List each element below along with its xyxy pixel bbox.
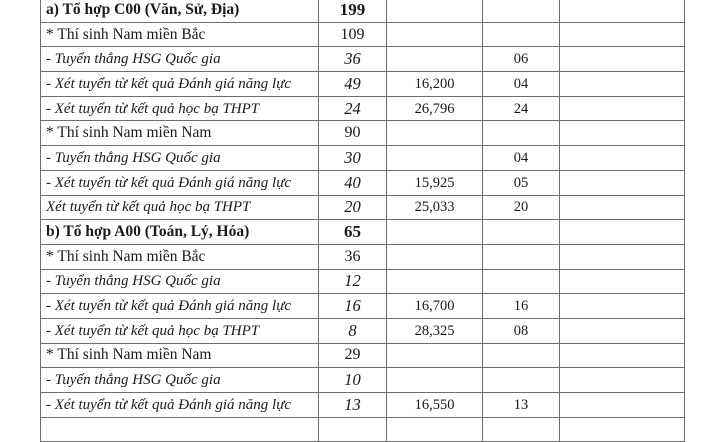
row-note bbox=[560, 343, 685, 368]
row-note bbox=[560, 72, 685, 97]
row-note bbox=[560, 146, 685, 171]
row-score bbox=[387, 343, 483, 368]
row-score bbox=[387, 47, 483, 72]
table-row bbox=[41, 318, 685, 343]
row-score bbox=[387, 146, 483, 171]
row-label: - Xét tuyển từ kết quả Đánh giá năng lực bbox=[41, 170, 319, 195]
row-count bbox=[483, 269, 560, 294]
row-score bbox=[387, 220, 483, 245]
row-count bbox=[483, 417, 560, 442]
row-score bbox=[387, 368, 483, 393]
row-score: 16,700 bbox=[387, 294, 483, 319]
row-score bbox=[387, 0, 483, 22]
row-label: - Xét tuyển từ kết quả học bạ THPT bbox=[41, 318, 319, 343]
row-label: * Thí sinh Nam miền Bắc bbox=[41, 244, 319, 269]
row-note bbox=[560, 417, 685, 442]
row-label: - Xét tuyển từ kết quả học bạ THPT bbox=[41, 96, 319, 121]
table-row bbox=[41, 170, 685, 195]
row-count: 20 bbox=[483, 195, 560, 220]
row-note bbox=[560, 22, 685, 47]
row-score bbox=[387, 121, 483, 146]
row-score bbox=[387, 244, 483, 269]
row-quota bbox=[319, 417, 387, 442]
table-row bbox=[41, 146, 685, 171]
row-note bbox=[560, 220, 685, 245]
row-count bbox=[483, 121, 560, 146]
row-note bbox=[560, 121, 685, 146]
row-score bbox=[387, 417, 483, 442]
row-count: 24 bbox=[483, 96, 560, 121]
row-label bbox=[41, 417, 319, 442]
table-row bbox=[41, 343, 685, 368]
row-quota: 199 bbox=[319, 0, 387, 22]
row-label: - Tuyển thẳng HSG Quốc gia bbox=[41, 146, 319, 171]
row-score: 28,325 bbox=[387, 318, 483, 343]
table-row bbox=[41, 195, 685, 220]
row-label: - Xét tuyển từ kết quả Đánh giá năng lực bbox=[41, 72, 319, 97]
row-quota: 12 bbox=[319, 269, 387, 294]
row-note bbox=[560, 47, 685, 72]
row-score: 15,925 bbox=[387, 170, 483, 195]
row-score: 25,033 bbox=[387, 195, 483, 220]
row-note bbox=[560, 294, 685, 319]
row-quota: 10 bbox=[319, 368, 387, 393]
row-count bbox=[483, 22, 560, 47]
row-count bbox=[483, 220, 560, 245]
row-count bbox=[483, 368, 560, 393]
row-score: 16,200 bbox=[387, 72, 483, 97]
row-score: 26,796 bbox=[387, 96, 483, 121]
row-count: 04 bbox=[483, 146, 560, 171]
row-label: - Tuyển thẳng HSG Quốc gia bbox=[41, 47, 319, 72]
row-note bbox=[560, 96, 685, 121]
table-row bbox=[41, 47, 685, 72]
row-label: b) Tổ hợp A00 (Toán, Lý, Hóa) bbox=[41, 220, 319, 245]
table-row bbox=[41, 121, 685, 146]
row-quota: 90 bbox=[319, 121, 387, 146]
table-row bbox=[41, 244, 685, 269]
row-label: * Thí sinh Nam miền Nam bbox=[41, 343, 319, 368]
row-label: - Tuyển thẳng HSG Quốc gia bbox=[41, 368, 319, 393]
row-label: - Xét tuyển từ kết quả Đánh giá năng lực bbox=[41, 294, 319, 319]
row-count bbox=[483, 343, 560, 368]
row-quota: 36 bbox=[319, 47, 387, 72]
row-count bbox=[483, 0, 560, 22]
table-row bbox=[41, 72, 685, 97]
row-score bbox=[387, 22, 483, 47]
row-quota: 29 bbox=[319, 343, 387, 368]
row-label: - Tuyển thẳng HSG Quốc gia bbox=[41, 269, 319, 294]
row-quota: 13 bbox=[319, 393, 387, 418]
row-note bbox=[560, 318, 685, 343]
row-count bbox=[483, 244, 560, 269]
row-note bbox=[560, 170, 685, 195]
row-quota: 20 bbox=[319, 195, 387, 220]
row-quota: 30 bbox=[319, 146, 387, 171]
table-row bbox=[41, 96, 685, 121]
row-note bbox=[560, 368, 685, 393]
table-row bbox=[41, 269, 685, 294]
row-count: 04 bbox=[483, 72, 560, 97]
table-row bbox=[41, 294, 685, 319]
row-label: a) Tổ hợp C00 (Văn, Sử, Địa) bbox=[41, 0, 319, 22]
row-note bbox=[560, 0, 685, 22]
row-count: 13 bbox=[483, 393, 560, 418]
row-note bbox=[560, 195, 685, 220]
table-row bbox=[41, 393, 685, 418]
table-row bbox=[41, 22, 685, 47]
row-score bbox=[387, 269, 483, 294]
row-quota: 24 bbox=[319, 96, 387, 121]
row-quota: 16 bbox=[319, 294, 387, 319]
row-label: Xét tuyển từ kết quả học bạ THPT bbox=[41, 195, 319, 220]
row-quota: 49 bbox=[319, 72, 387, 97]
row-note bbox=[560, 269, 685, 294]
table-row bbox=[41, 368, 685, 393]
row-note bbox=[560, 393, 685, 418]
table-row-group-a00 bbox=[41, 220, 685, 245]
admission-table bbox=[40, 0, 685, 442]
row-score: 16,550 bbox=[387, 393, 483, 418]
row-quota: 8 bbox=[319, 318, 387, 343]
admission-table-container bbox=[40, 0, 685, 442]
table-row-partial bbox=[41, 417, 685, 442]
row-quota: 40 bbox=[319, 170, 387, 195]
row-quota: 65 bbox=[319, 220, 387, 245]
row-count: 08 bbox=[483, 318, 560, 343]
row-quota: 36 bbox=[319, 244, 387, 269]
admission-table-body bbox=[41, 0, 685, 442]
table-row-group-c00 bbox=[41, 0, 685, 22]
row-note bbox=[560, 244, 685, 269]
row-label: * Thí sinh Nam miền Bắc bbox=[41, 22, 319, 47]
row-label: * Thí sinh Nam miền Nam bbox=[41, 121, 319, 146]
row-count: 16 bbox=[483, 294, 560, 319]
row-count: 05 bbox=[483, 170, 560, 195]
row-label: - Xét tuyển từ kết quả Đánh giá năng lực bbox=[41, 393, 319, 418]
row-count: 06 bbox=[483, 47, 560, 72]
row-quota: 109 bbox=[319, 22, 387, 47]
